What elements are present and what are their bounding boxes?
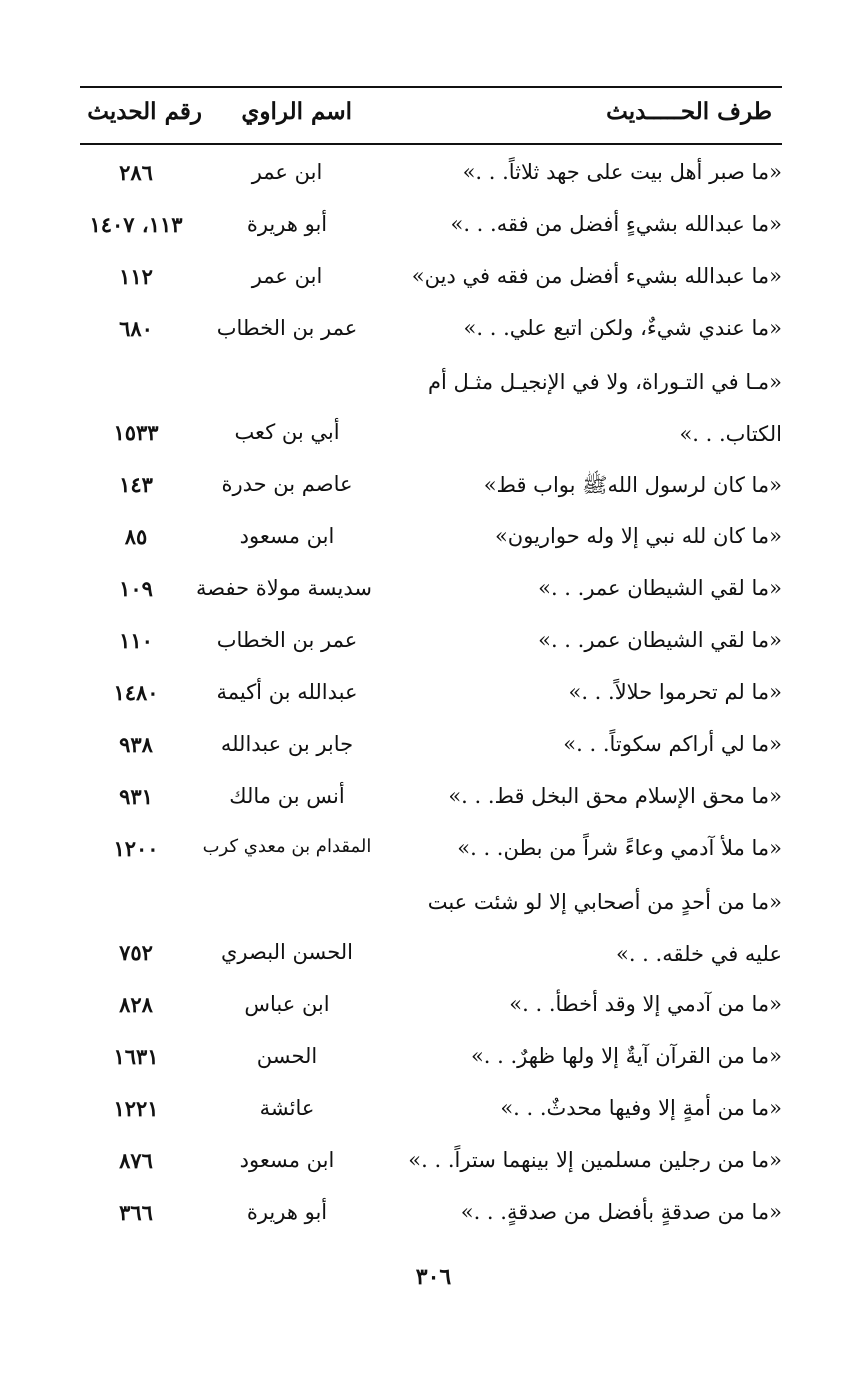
hadith-text: «ما كان لرسول اللهﷺ بواب قط» [483, 473, 782, 497]
table-row [80, 722, 782, 774]
narrator-name: عبدالله بن أكيمة [216, 680, 358, 704]
table-row [80, 774, 782, 826]
hadith-text: «ما عندي شيءٌ، ولكن اتبع علي. . .» [463, 316, 782, 340]
narrator-name: أبي بن كعب [234, 420, 340, 444]
table-row [80, 514, 782, 566]
hadith-number: ١٤٨٠ [113, 680, 159, 705]
hadith-text: «ما من القرآن آيةٌ إلا ولها ظهرٌ. . .» [470, 1044, 782, 1068]
hadith-number: ١١٢ [119, 264, 153, 289]
narrator-name: الحسن البصري [221, 940, 353, 964]
table-row [80, 150, 782, 202]
hadith-number: ٩٣٨ [119, 732, 153, 757]
hadith-text: «ما من آدمي إلا وقد أخطأ. . .» [509, 992, 782, 1016]
narrator-name: ابن عمر [251, 264, 323, 288]
hadith-number: ١١٠ [119, 628, 153, 653]
table-row [80, 826, 782, 878]
hadith-text: «ما لم تحرموا حلالاً. . .» [568, 680, 782, 704]
narrator-name: عاصم بن حدرة [221, 472, 353, 496]
hadith-number: ٨٧٦ [119, 1148, 153, 1173]
narrator-name: المقدام بن معدي كرب [202, 836, 372, 857]
hadith-text: «ما من رجلين مسلمين إلا بينهما ستراً. . .» [408, 1148, 782, 1172]
table-row [80, 462, 782, 514]
index-table [80, 150, 782, 1242]
hadith-text: «ما من أمةٍ إلا وفيها محدثٌ. . .» [500, 1096, 782, 1120]
top-rule [80, 86, 782, 88]
hadith-number: ١٠٩ [119, 576, 153, 601]
table-row [80, 1086, 782, 1138]
hadith-text: «ما كان لله نبي إلا وله حواريون» [494, 524, 782, 548]
table-row [80, 982, 782, 1034]
header-hadith-text: طرف الحـــــديث [606, 98, 772, 125]
narrator-name: عمر بن الخطاب [216, 316, 358, 340]
hadith-number: ٦٨٠ [119, 316, 153, 341]
hadith-number: ١٤٣ [119, 472, 153, 497]
hadith-number: ١٢٢١ [113, 1096, 159, 1121]
narrator-name: ابن مسعود [239, 524, 335, 548]
table-header [80, 92, 782, 140]
hadith-number: ١٦٣١ [113, 1044, 159, 1069]
hadith-number: ١١٣، ١٤٠٧ [89, 212, 183, 237]
table-row [80, 1034, 782, 1086]
table-row [80, 1138, 782, 1190]
hadith-text: «ما صبر أهل بيت على جهد ثلاثاً. . .» [462, 160, 782, 184]
hadith-text: «ما ملأ آدمي وعاءً شراً من بطن. . .» [457, 836, 782, 860]
hadith-text: «ما عبدالله بشيءٍ أفضل من فقه. . .» [450, 212, 782, 236]
table-row [80, 878, 782, 982]
hadith-number: ١٥٣٣ [113, 420, 159, 445]
hadith-text: «ما من أحدٍ من أصحابي إلا لو شئت عبت عليه في خلقه. . .» [427, 890, 782, 966]
hadith-text: «ما محق الإسلام محق البخل قط. . .» [448, 784, 782, 808]
narrator-name: أبو هريرة [246, 1200, 328, 1224]
narrator-name: سديسة مولاة حفصة [196, 576, 372, 600]
hadith-text: «ما من صدقةٍ بأفضل من صدقةٍ. . .» [460, 1200, 782, 1224]
narrator-name: عمر بن الخطاب [216, 628, 358, 652]
narrator-name: الحسن [256, 1044, 318, 1068]
header-hadith-number: رقم الحديث [87, 98, 202, 125]
hadith-text: «ما لقي الشيطان عمر. . .» [538, 628, 782, 652]
table-row [80, 1190, 782, 1242]
table-row [80, 306, 782, 358]
table-row [80, 254, 782, 306]
table-row [80, 670, 782, 722]
narrator-name: أبو هريرة [246, 212, 328, 236]
narrator-name: جابر بن عبدالله [220, 732, 354, 756]
hadith-number: ٨٥ [124, 524, 148, 549]
table-row [80, 358, 782, 462]
narrator-name: عائشة [259, 1096, 315, 1120]
hadith-text: «مـا في التـوراة، ولا في الإنجيـل مثـل أم الكتاب. . .» [428, 370, 782, 446]
table-row [80, 566, 782, 618]
header-rule [80, 143, 782, 145]
hadith-number: ٢٨٦ [119, 160, 153, 185]
header-narrator: اسم الراوي [241, 98, 352, 125]
narrator-name: ابن عباس [244, 992, 330, 1016]
hadith-number: ٧٥٢ [119, 940, 153, 965]
narrator-name: أنس بن مالك [229, 784, 345, 808]
table-row [80, 618, 782, 670]
hadith-text: «ما لي أراكم سكوتاً. . .» [563, 732, 782, 756]
hadith-number: ١٢٠٠ [113, 836, 159, 861]
hadith-text: «ما عبدالله بشيء أفضل من فقه في دين» [411, 264, 782, 288]
narrator-name: ابن مسعود [239, 1148, 335, 1172]
hadith-text: «ما لقي الشيطان عمر. . .» [538, 576, 782, 600]
page-number: ٣٠٦ [415, 1264, 452, 1290]
hadith-number: ٩٣١ [119, 784, 153, 809]
table-row [80, 202, 782, 254]
narrator-name: ابن عمر [251, 160, 323, 184]
hadith-number: ٣٦٦ [119, 1200, 153, 1225]
hadith-number: ٨٢٨ [119, 992, 153, 1017]
